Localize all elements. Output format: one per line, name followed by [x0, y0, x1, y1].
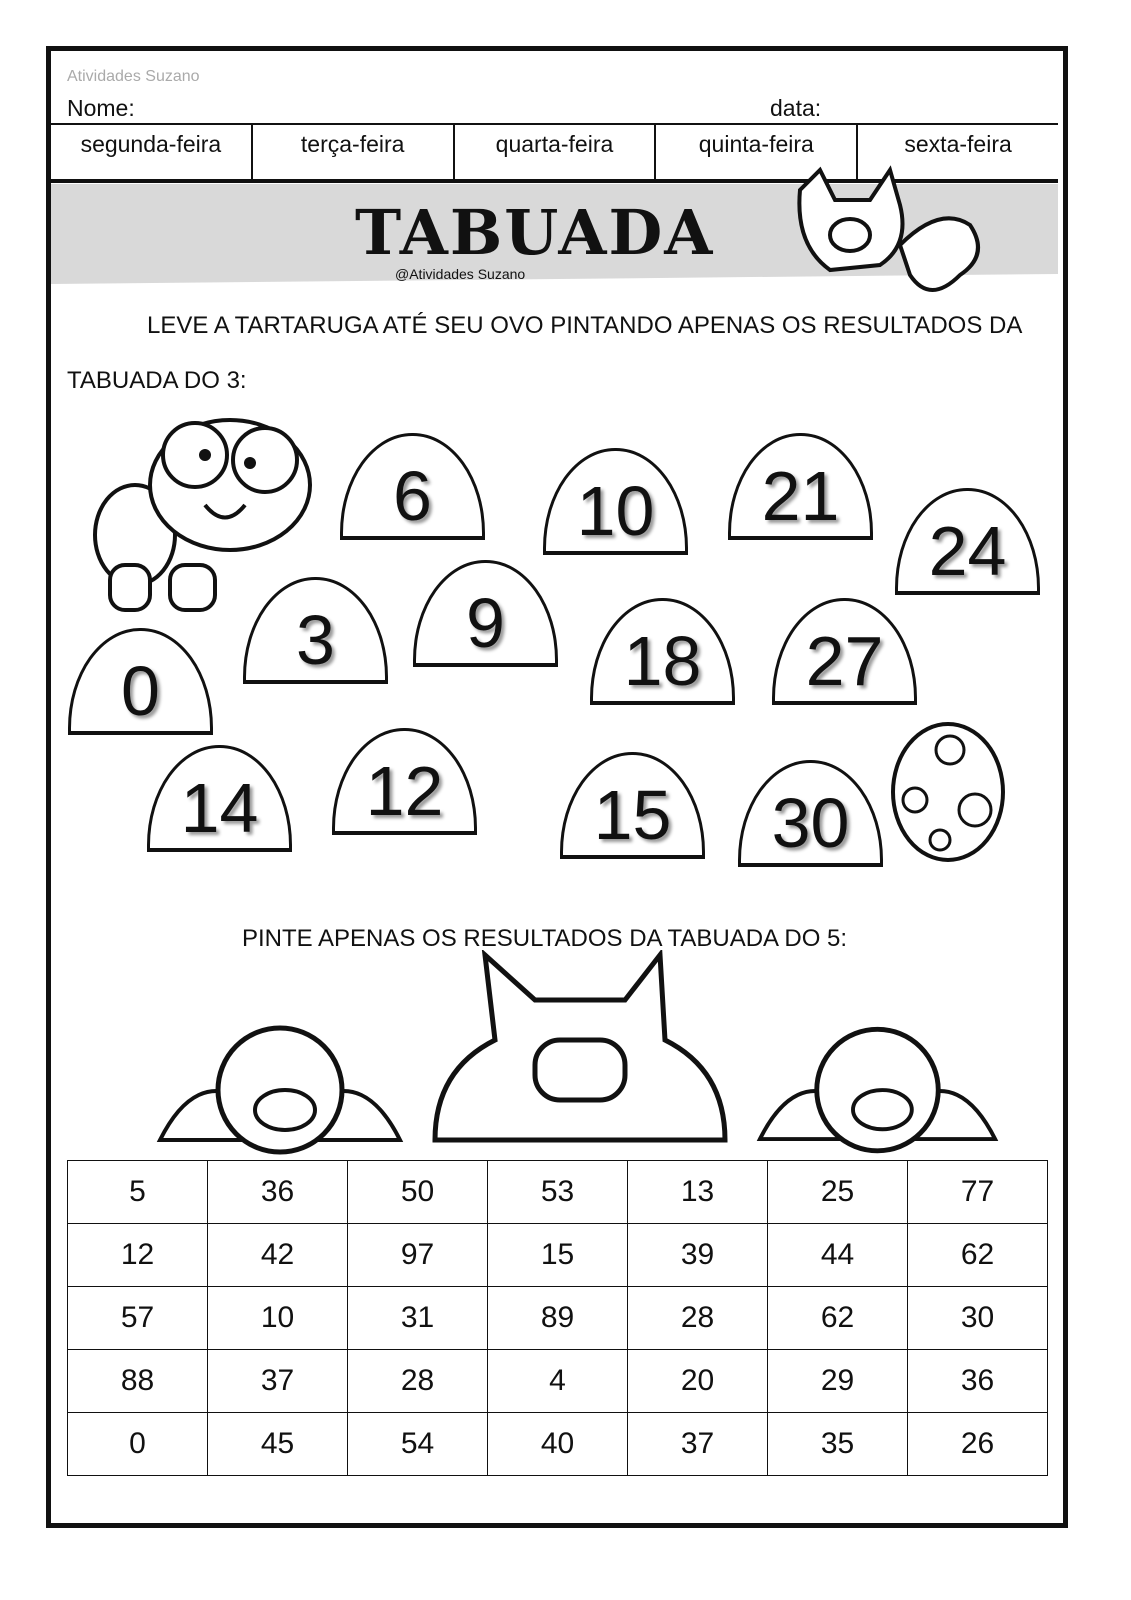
dome-number[interactable]: 21: [728, 433, 873, 540]
dome-number[interactable]: 14: [147, 745, 292, 852]
egg-illustration: [890, 720, 1010, 865]
dome-number[interactable]: 15: [560, 752, 705, 859]
dome-number[interactable]: 10: [543, 448, 688, 555]
dome-number[interactable]: 24: [895, 488, 1040, 595]
dome-number[interactable]: 6: [340, 433, 485, 540]
dome-number[interactable]: 0: [68, 628, 213, 735]
table-cell[interactable]: 31: [348, 1287, 488, 1350]
brand-text: Atividades Suzano: [67, 68, 200, 85]
table-cell[interactable]: 50: [348, 1161, 488, 1224]
cat-sneezing-illustration: [790, 165, 990, 310]
table-cell[interactable]: 35: [768, 1413, 908, 1476]
table-cell[interactable]: 88: [68, 1350, 208, 1413]
table-cell[interactable]: 10: [208, 1287, 348, 1350]
day-friday[interactable]: sexta-feira: [904, 131, 1012, 157]
dome-number[interactable]: 18: [590, 598, 735, 705]
table-cell[interactable]: 57: [68, 1287, 208, 1350]
table-cell[interactable]: 15: [488, 1224, 628, 1287]
table-cell[interactable]: 62: [768, 1287, 908, 1350]
table-cell[interactable]: 44: [768, 1224, 908, 1287]
table-cell[interactable]: 4: [488, 1350, 628, 1413]
table-row: [68, 1224, 1048, 1287]
dome-number[interactable]: 27: [772, 598, 917, 705]
cat-bat-center-illustration: [425, 950, 735, 1175]
table-cell[interactable]: 29: [768, 1350, 908, 1413]
table-cell[interactable]: 40: [488, 1413, 628, 1476]
dome-number[interactable]: 12: [332, 728, 477, 835]
table-cell[interactable]: 45: [208, 1413, 348, 1476]
table-cell[interactable]: 25: [768, 1161, 908, 1224]
dome-number[interactable]: 30: [738, 760, 883, 867]
table-cell[interactable]: 36: [208, 1161, 348, 1224]
table-cell[interactable]: 97: [348, 1224, 488, 1287]
table-cell[interactable]: 30: [908, 1287, 1048, 1350]
table-cell[interactable]: 12: [68, 1224, 208, 1287]
dome-number[interactable]: 3: [243, 577, 388, 684]
table-row: [68, 1161, 1048, 1224]
table-cell[interactable]: 89: [488, 1287, 628, 1350]
date-label: data:: [770, 95, 822, 121]
table-cell[interactable]: 62: [908, 1224, 1048, 1287]
day-tuesday[interactable]: terça-feira: [253, 125, 455, 179]
table-cell[interactable]: 26: [908, 1413, 1048, 1476]
numbers-table: [67, 1160, 1048, 1476]
name-label: Nome:: [67, 95, 135, 121]
table-cell[interactable]: 36: [908, 1350, 1048, 1413]
table-row: [68, 1287, 1048, 1350]
table-cell[interactable]: 13: [628, 1161, 768, 1224]
table-cell[interactable]: 5: [68, 1161, 208, 1224]
instruction-line-1: LEVE A TARTARUGA ATÉ SEU OVO PINTANDO APENAS OS RESULTADOS DA: [147, 312, 1023, 339]
table-cell[interactable]: 37: [208, 1350, 348, 1413]
pig-bat-right-illustration: [755, 1010, 1000, 1175]
table-cell[interactable]: 53: [488, 1161, 628, 1224]
instruction-line-2: TABUADA DO 3:: [67, 367, 247, 394]
day-thursday[interactable]: quinta-feira: [656, 125, 858, 179]
table-cell[interactable]: 0: [68, 1413, 208, 1476]
page-title: TABUADA: [355, 196, 715, 269]
table-row: [68, 1413, 1048, 1476]
instruction-table: PINTE APENAS OS RESULTADOS DA TABUADA DO 5:: [242, 925, 848, 952]
banner-handle: @Atividades Suzano: [395, 266, 526, 282]
table-row: [68, 1350, 1048, 1413]
table-cell[interactable]: 37: [628, 1413, 768, 1476]
table-cell[interactable]: 28: [628, 1287, 768, 1350]
table-cell[interactable]: 39: [628, 1224, 768, 1287]
table-cell[interactable]: 77: [908, 1161, 1048, 1224]
table-cell[interactable]: 42: [208, 1224, 348, 1287]
day-monday[interactable]: segunda-feira: [51, 125, 253, 179]
dome-number[interactable]: 9: [413, 560, 558, 667]
table-cell[interactable]: 20: [628, 1350, 768, 1413]
pig-bat-left-illustration: [155, 1010, 405, 1175]
day-wednesday[interactable]: quarta-feira: [455, 125, 657, 179]
table-cell[interactable]: 54: [348, 1413, 488, 1476]
table-cell[interactable]: 28: [348, 1350, 488, 1413]
